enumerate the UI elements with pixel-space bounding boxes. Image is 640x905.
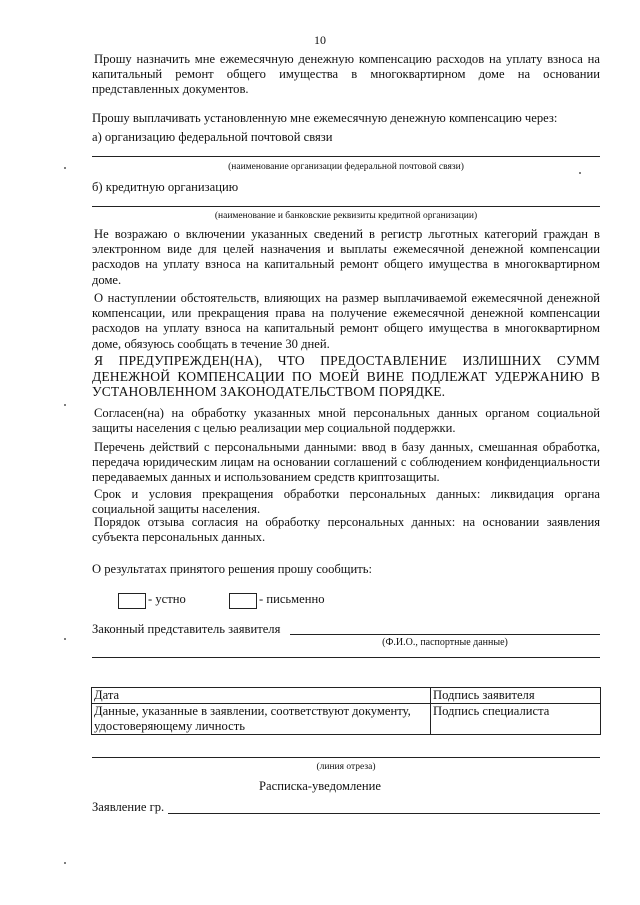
representative-label: Законный представитель заявителя (92, 622, 281, 636)
postal-org-line[interactable] (92, 156, 600, 157)
date-cell[interactable]: Дата (92, 688, 431, 704)
margin-mark (64, 638, 66, 640)
applicant-signature-cell[interactable]: Подпись заявителя (431, 688, 601, 704)
representative-caption: (Ф.И.О., паспортные данные) (382, 637, 508, 648)
table-row (92, 704, 601, 735)
receipt-title: Расписка-уведомление (259, 779, 381, 793)
request-paragraph: Прошу назначить мне ежемесячную денежную компенсацию расходов на уплату взноса на капитальный ремонт общего имущества в многоквартирном доме на основании представленных документов. (92, 52, 600, 97)
application-name-line[interactable] (168, 813, 600, 814)
written-checkbox[interactable] (229, 593, 257, 609)
credit-org-caption: (наименование и банковские реквизиты кредитной организации) (214, 211, 478, 221)
termination-paragraph: Срок и условия прекращения обработки персональных данных: ликвидация органа социальной защиты населения. (92, 487, 600, 517)
data-match-cell[interactable] (92, 704, 431, 735)
credit-org-line[interactable] (92, 206, 600, 207)
payment-intro: Прошу выплачивать установленную мне ежемесячную денежную компенсацию через: (92, 111, 558, 125)
option-b-credit: б) кредитную организацию (92, 180, 239, 194)
representative-extra-line[interactable] (92, 657, 600, 658)
postal-org-caption: (наименование организации федеральной почтовой связи) (228, 162, 464, 172)
margin-mark (579, 172, 581, 174)
warning-paragraph: Я ПРЕДУПРЕЖДЕН(НА), ЧТО ПРЕДОСТАВЛЕНИЕ ИЗЛИШНИХ СУММ ДЕНЕЖНОЙ КОМПЕНСАЦИИ ПО МОЕЙ ВИНЕ ПОДЛЕЖАТ УДЕРЖАНИЮ В УСТАНОВЛЕННОМ ЗАКОНОДАТЕЛЬСТВОМ ПОРЯДКЕ. (92, 353, 600, 399)
page-number: 10 (314, 33, 326, 47)
oral-label: - устно (148, 592, 186, 606)
written-label: - письменно (259, 592, 325, 606)
personal-data-consent: Согласен(на) на обработку указанных мной персональных данных органом социальной защиты населения с целью реализации мер социальной поддержки. (92, 406, 600, 436)
margin-mark (64, 404, 66, 406)
oral-checkbox[interactable] (118, 593, 146, 609)
actions-list-paragraph: Перечень действий с персональными данными: ввод в базу данных, смешанная обработка, передача юридическим лицам на основании соглашений с соблюдением конфиденциальности передаваемых данных и использованием средств криптозащиты. (92, 440, 600, 485)
margin-mark (64, 862, 66, 864)
data-match-line2: удостоверяющему личность (94, 719, 245, 733)
cut-line (92, 757, 600, 758)
representative-field-line[interactable] (290, 634, 600, 635)
circumstances-paragraph: О наступлении обстоятельств, влияющих на размер выплачиваемой ежемесячной денежной компенсации, или прекращения права на получение ежемесячной денежной компенсации расходов на уплату взноса на капитальный ремонт общего имущества в многоквартирном доме, обязуюсь сообщать в течение 30 дней. (92, 291, 600, 351)
cut-line-caption: (линия отреза) (316, 762, 376, 772)
notify-intro: О результатах принятого решения прошу сообщить: (92, 562, 372, 576)
data-match-line1: Данные, указанные в заявлении, соответствуют документу, (94, 704, 411, 718)
option-a-postal: а) организацию федеральной почтовой связи (92, 130, 333, 144)
revocation-paragraph: Порядок отзыва согласия на обработку персональных данных: на основании заявления субъекта персональных данных. (92, 515, 600, 545)
register-consent-paragraph: Не возражаю о включении указанных сведений в регистр льготных категорий граждан в электронном виде для целей назначения и выплаты ежемесячной денежной компенсации расходов на уплату взноса на капитальный ремонт общего имущества в многоквартирном доме. (92, 227, 600, 287)
table-row (92, 688, 601, 704)
margin-mark (64, 167, 66, 169)
specialist-signature-cell[interactable]: Подпись специалиста (431, 704, 601, 735)
signature-table (91, 687, 601, 735)
application-label: Заявление гр. (92, 800, 165, 814)
